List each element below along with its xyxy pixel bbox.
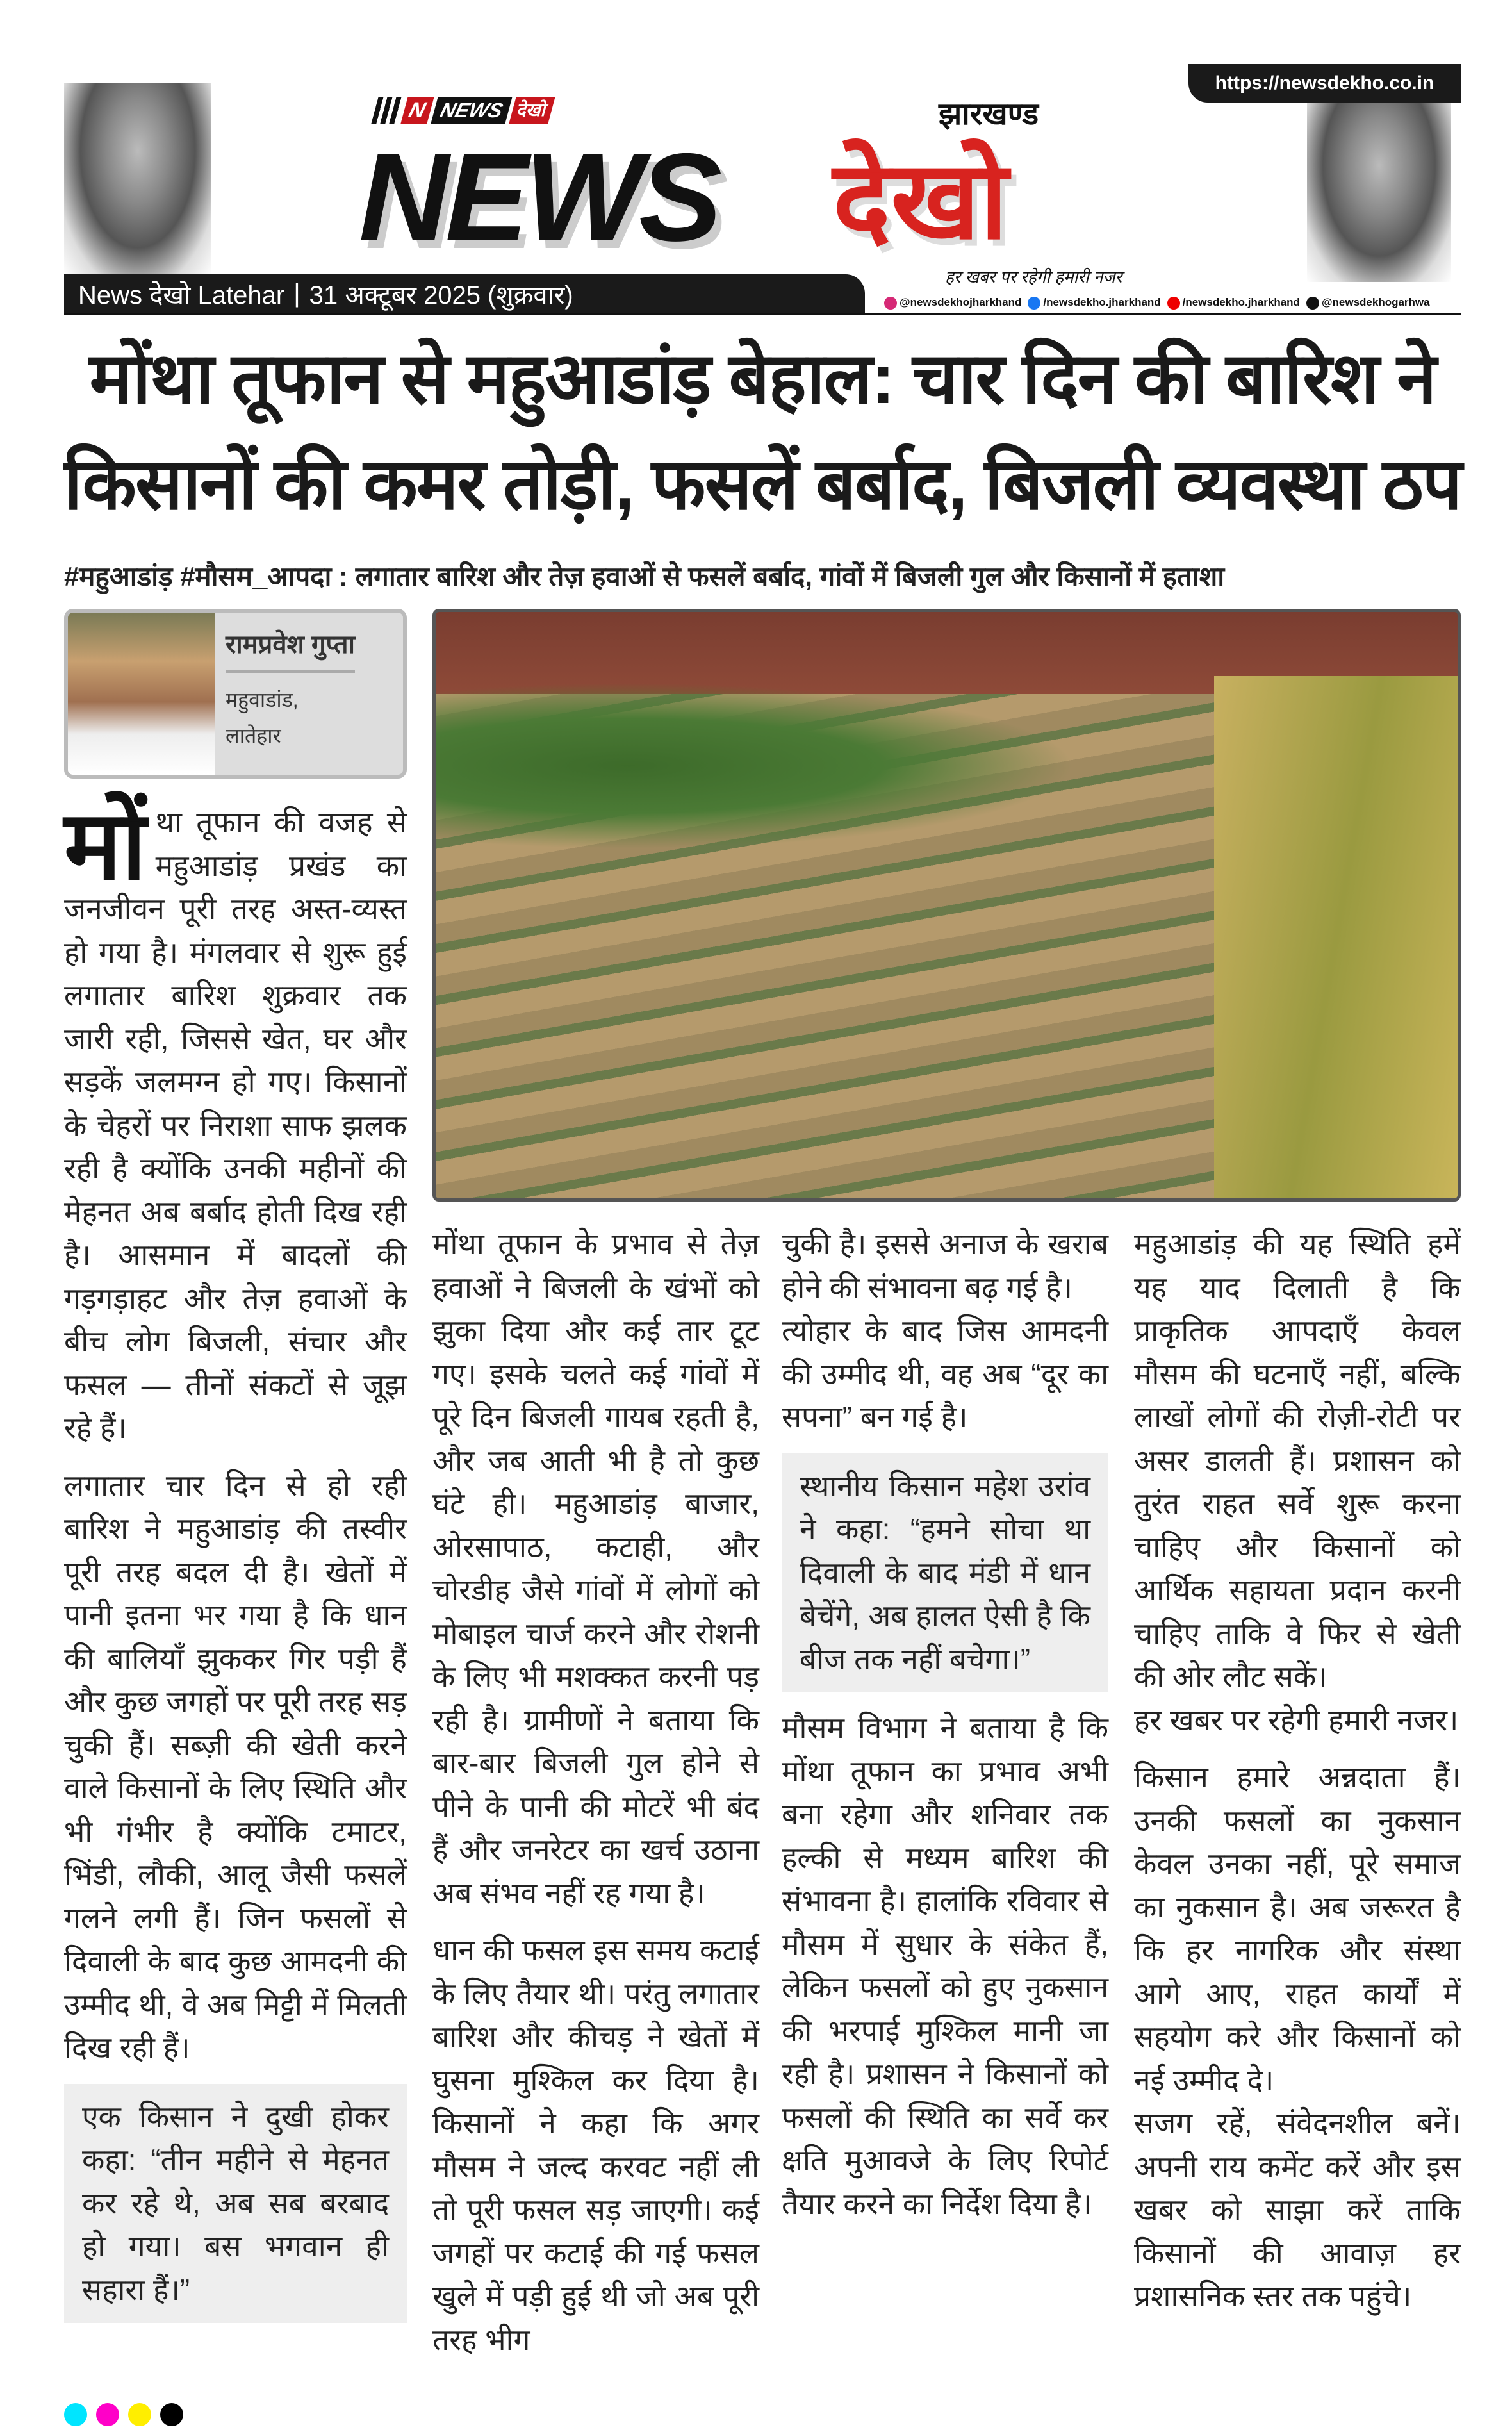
article-column-2	[432, 1223, 759, 2376]
logo-small-dekho: देखो	[509, 97, 555, 124]
dateline-bar	[64, 274, 865, 313]
paragraph: हर खबर पर रहेगी हमारी नजर।	[1134, 1703, 1459, 1737]
yellow-dot	[128, 2403, 151, 2426]
photo-bushes	[436, 682, 1076, 849]
paragraph: मोंथा तूफान के प्रभाव से तेज़ हवाओं ने बिजली के खंभों को झुका दिया और कई तार टूट गए। इसके चलते कई गांवों में पूरे दिन बिजली गायब रहती है, और जब आती भी है तो कुछ घंटे ही। महुआडांड़ बाजार, ओरसापाठ, कटाही, और चोरडीह जैसे गांवों में लोगों को मोबाइल चार्ज करने और रोशनी के लिए भी मशक्कत करनी पड़ रही है। ग्रामीणों ने बताया कि बार-बार बिजली गुल होने से पीने के पानी की मोटरें भी बंद हैं और जनरेटर का खर्च उठाना अब संभव नहीं रह गया है।	[432, 1227, 759, 1910]
paragraph: महुआडांड़ की यह स्थिति हमें यह याद दिलाती है कि प्राकृतिक आपदाएँ केवल मौसम की घटनाएँ नहीं, बल्कि लाखों लोगों की रोज़ी-रोटी पर असर डालती हैं। प्रशासन को तुरंत राहत सर्वे शुरू करना चाहिए और किसानों को आर्थिक सहायता प्रदान करनी चाहिए ताकि वे फिर से खेती की ओर लौट सकें।	[1134, 1227, 1461, 1693]
portrait-right	[1307, 103, 1451, 282]
x-handle: @newsdekhogarhwa	[1321, 296, 1430, 308]
pull-quote: एक किसान ने दुखी होकर कहा: “तीन महीने से मेहनत कर रहे थे, अब सब बरबाद हो गया। बस भगवान ही सहारा हैं।”	[64, 2084, 407, 2324]
headline-line-1: मोंथा तूफान से महुआडांड़ बेहाल: चार दिन की बारिश ने	[89, 338, 1436, 418]
facebook-handle: /newsdekho.jharkhand	[1043, 296, 1161, 308]
paragraph: था तूफान की वजह से महुआडांड़ प्रखंड का जनजीवन पूरी तरह अस्त-व्यस्त हो गया है। मंगलवार से शुरू हुई लगातार बारिश शुक्रवार तक जारी रही, जिससे खेत, घर और सड़कें जलमग्न हो गए। किसानों के चेहरों पर निराशा साफ झलक रही है क्योंकि उनकी महीनों की मेहनत अब बर्बाद होती दिख रही है। आसमान में बादलों की गड़गड़ाहट और तेज़ हवाओं के बीच लोग बिजली, संचार और फसल — तीनों संकटों से जूझ रहे हैं।	[64, 806, 407, 1444]
photo-standing-crop	[1214, 676, 1458, 1202]
cyan-dot	[64, 2403, 87, 2426]
facebook-link[interactable]	[1028, 293, 1160, 311]
paragraph: लगातार चार दिन से हो रही बारिश ने महुआडांड़ की तस्वीर पूरी तरह बदल दी है। खेतों में पानी इतना भर गया है कि धान की बालियाँ झुककर गिर पड़ी हैं और कुछ जगहों पर पूरी तरह सड़ चुकी हैं। सब्ज़ी की खेती करने वाले किसानों के लिए स्थिति और भी गंभीर है क्योंकि टमाटर, भिंडी, लौकी, आलू जैसी फसलें गलने लगी हैं। जिन फसलों से दिवाली के बाद कुछ आमदनी की उम्मीद थी, वे अब मिट्टी में मिलती दिख रही हैं।	[64, 1468, 407, 2064]
logo-dekho: देखो	[833, 140, 1008, 261]
pull-quote: स्थानीय किसान महेश उरांव ने कहा: “हमने सोचा था दिवाली के बाद मंडी में धान बेचेंगे, अब हालत ऐसी है कि बीज तक नहीं बचेगा।”	[782, 1453, 1108, 1693]
paragraph: सजग रहें, संवेदनशील बनें। अपनी राय कमेंट करें और इस खबर को साझा करें ताकि किसानों की आवाज़ हर प्रशासनिक स्तर तक पहुंचे।	[1134, 2106, 1461, 2313]
paragraph: मौसम विभाग ने बताया है कि मोंथा तूफान का प्रभाव अभी बना रहेगा और शनिवार तक हल्की से मध्यम बारिश की संभावना है। हालांकि रविवार से मौसम में सुधार के संकेत हैं, लेकिन फसलों को हुए नुकसान की भरपाई मुश्किल मानी जा रही है। प्रशासन ने किसानों को फसलों की स्थिति का सर्वे कर क्षति मुआवजे के लिए रिपोर्ट तैयार करने का निर्देश दिया है।	[782, 1711, 1108, 2220]
author-name: रामप्रवेश गुप्ता	[226, 625, 355, 673]
logo-small	[375, 96, 552, 124]
author-location-district: लातेहार	[226, 724, 281, 747]
youtube-link[interactable]	[1167, 293, 1300, 311]
header-rule	[64, 313, 1461, 315]
youtube-icon	[1167, 297, 1180, 310]
article-column-1	[64, 791, 407, 2337]
logo-n: N	[400, 97, 434, 124]
subheadline: #महुआडांड़ #मौसम_आपदा : लगातार बारिश और तेज़ हवाओं से फसलें बर्बाद, गांवों में बिजली गुल और किसानों में हताशा	[64, 561, 1225, 591]
article-column-3	[782, 1223, 1108, 2240]
headline-line-2: किसानों की कमर तोड़ी, फसलें बर्बाद, बिजली व्यवस्था ठप	[64, 444, 1461, 524]
logo-region: झारखण्ड	[939, 97, 1039, 131]
website-url-link[interactable]: https://newsdekho.co.in	[1188, 64, 1461, 103]
magenta-dot	[96, 2403, 119, 2426]
portrait-left	[64, 83, 211, 276]
x-icon	[1306, 297, 1319, 310]
logo-tagline: हर खबर पर रहेगी हमारी नजर	[945, 267, 1122, 286]
paragraph: त्योहार के बाद जिस आमदनी की उम्मीद थी, वह अब “दूर का सपना” बन गई है।	[782, 1314, 1108, 1434]
black-dot	[160, 2403, 183, 2426]
dateline-separator: |	[293, 279, 300, 308]
paragraph: धान की फसल इस समय कटाई के लिए तैयार थी। परंतु लगातार बारिश और कीचड़ ने खेतों में घुसना मुश्किल कर दिया है। किसानों ने कहा कि अगर मौसम ने जल्द करवट नहीं ली तो पूरी फसल सड़ जाएगी। कई जगहों पर कटाई की गई फसल खुले में पड़ी हुई थी जो अब पूरी तरह भीग	[432, 1933, 759, 2356]
author-byline	[64, 609, 407, 779]
facebook-icon	[1028, 297, 1040, 310]
instagram-icon	[884, 297, 897, 310]
paragraph: चुकी है। इससे अनाज के खराब होने की संभावना बढ़ गई है।	[782, 1227, 1108, 1304]
x-link[interactable]	[1306, 293, 1430, 311]
instagram-handle: @newsdekhojharkhand	[900, 296, 1022, 308]
logo-bars-icon	[371, 97, 404, 124]
paragraph: किसान हमारे अन्नदाता हैं। उनकी फसलों का नुकसान केवल उनका नहीं, पूरे समाज का नुकसान है। अब जरूरत है कि हर नागरिक और संस्था आगे आए, राहत कार्यों में सहयोग करे और किसानों को नई उम्मीद दे।	[1134, 1760, 1461, 2097]
logo-small-news: NEWS	[431, 97, 512, 124]
article-column-4	[1134, 1223, 1461, 2333]
youtube-handle: /newsdekho.jharkhand	[1182, 296, 1300, 308]
registration-marks	[64, 2403, 183, 2426]
author-photo	[68, 613, 215, 775]
issue-date: 31 अक्टूबर 2025 (शुक्रवार)	[309, 281, 573, 310]
instagram-link[interactable]	[884, 293, 1021, 311]
edition-label: News देखो Latehar	[78, 281, 285, 310]
article-photo-flooded-field	[432, 609, 1461, 1202]
drop-cap: मों	[64, 791, 147, 899]
logo-news: NEWS	[359, 128, 718, 267]
social-links	[884, 293, 1430, 311]
author-location-block: महुवाडांड,	[226, 688, 299, 711]
